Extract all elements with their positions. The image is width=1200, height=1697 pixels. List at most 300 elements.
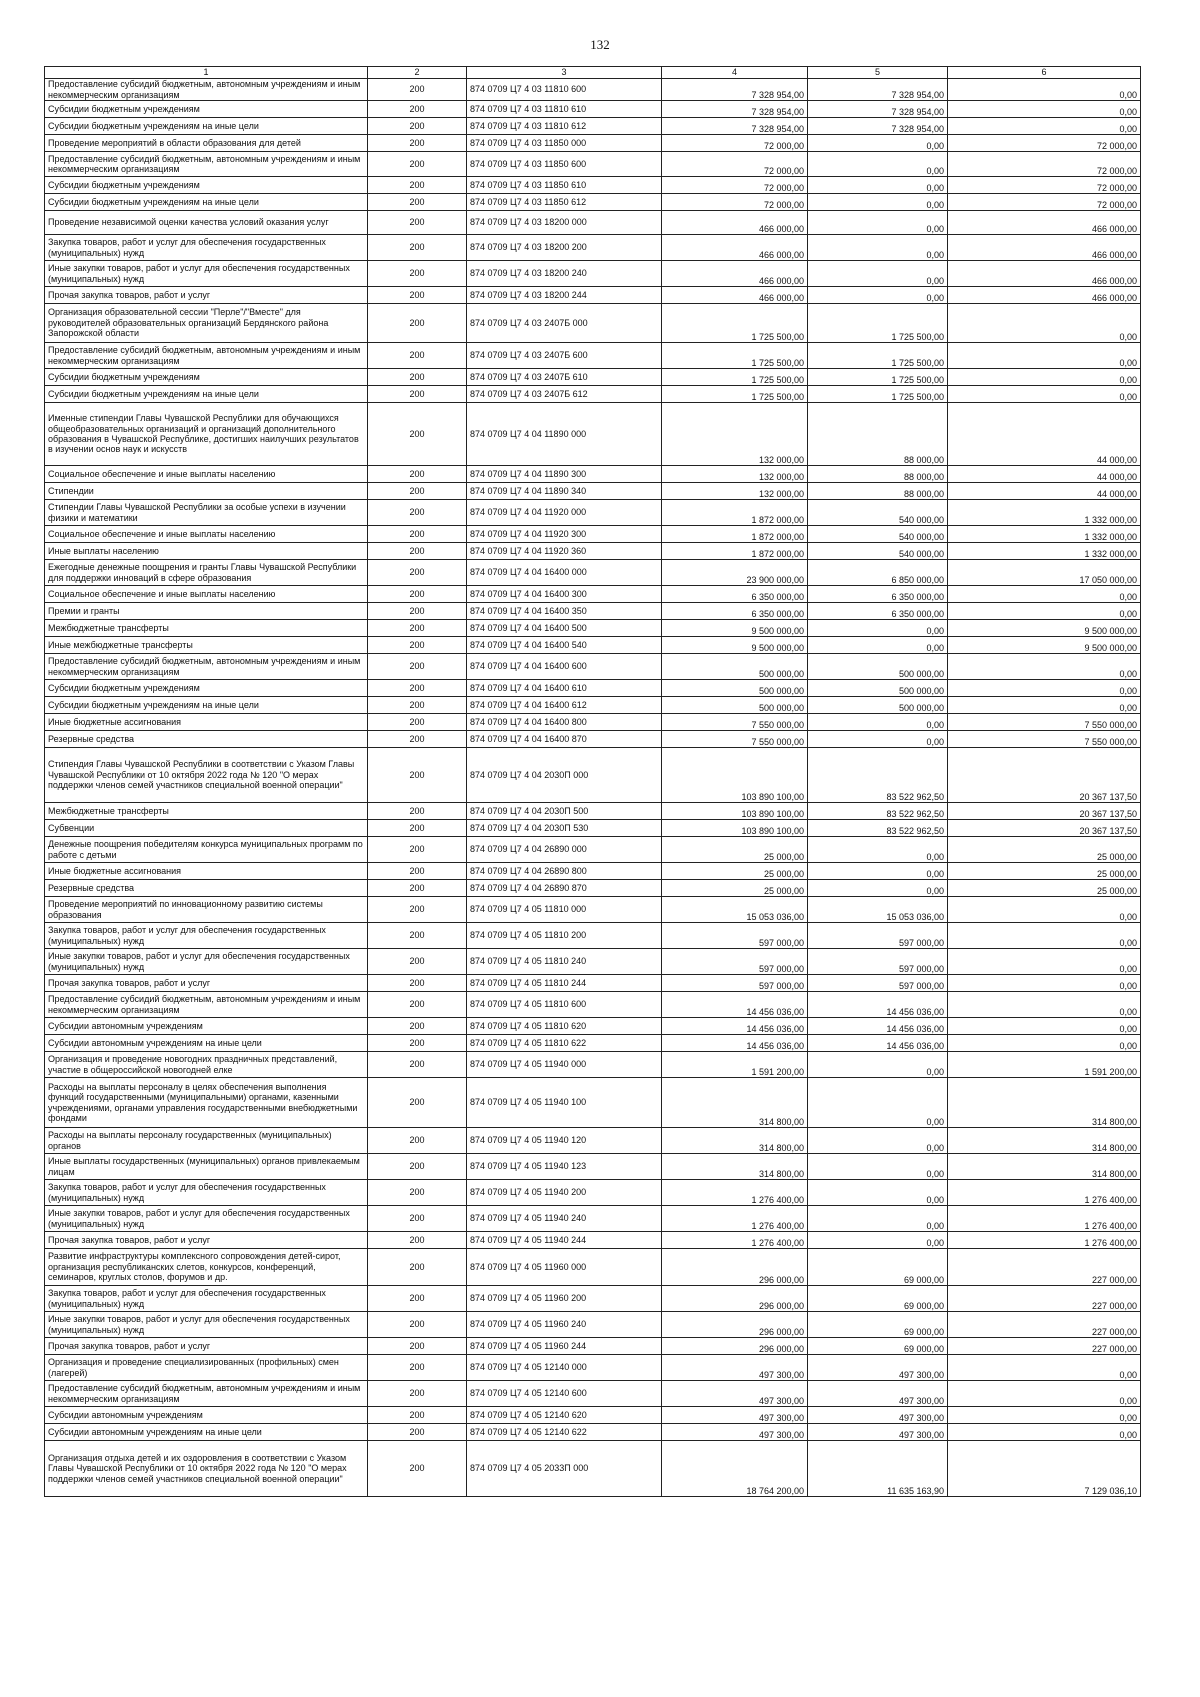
row-col4-text: 597 000,00: [758, 980, 804, 991]
row-kbk-text: 874 0709 Ц7 4 03 11810 600: [470, 84, 587, 95]
row-name-cell: [45, 403, 368, 466]
row-code-text: 200: [409, 1362, 425, 1373]
row-col4-cell: [662, 135, 808, 152]
row-col5-text: 1 725 500,00: [891, 391, 944, 402]
row-name-cell: [45, 369, 368, 386]
row-kbk-text: 874 0709 Ц7 4 03 2407Б 610: [470, 371, 588, 382]
row-code-text: 200: [409, 103, 425, 114]
row-name-text: Субсидии автономным учреждениям: [48, 1020, 203, 1031]
row-col4-cell: [662, 731, 808, 748]
row-col5-cell: [808, 152, 948, 177]
row-name-cell: [45, 837, 368, 863]
row-name-cell: [45, 1441, 368, 1497]
row-name-cell: [45, 897, 368, 923]
row-code-cell: [368, 261, 467, 287]
row-col4-text: 1 725 500,00: [751, 357, 804, 368]
row-code-text: 200: [409, 1409, 425, 1420]
table-row: [45, 1381, 1141, 1407]
table-row: [45, 637, 1141, 654]
row-code-cell: [368, 820, 467, 837]
row-code-text: 200: [409, 716, 425, 727]
row-col5-text: 0,00: [926, 851, 944, 862]
row-kbk-text: 874 0709 Ц7 4 03 18200 200: [470, 242, 587, 253]
row-name-cell: [45, 211, 368, 235]
row-col5-cell: [808, 1052, 948, 1078]
row-kbk-cell: [467, 1424, 662, 1441]
row-name-text: Организация отдыха детей и их оздоровления в соответствии с Указом Главы Чувашской Республики от 10 октября 2022 года № 120 "О мерах поддержки членов семей участников специальной военной операции": [48, 1452, 347, 1484]
row-name-cell: [45, 261, 368, 287]
row-col4-cell: [662, 637, 808, 654]
row-col6-text: 20 367 137,50: [1079, 808, 1137, 819]
row-code-text: 200: [409, 196, 425, 207]
row-col6-cell: [948, 880, 1141, 897]
row-col4-cell: [662, 680, 808, 697]
row-code-text: 200: [409, 639, 425, 650]
row-code-text: 200: [409, 350, 425, 361]
row-code-cell: [368, 697, 467, 714]
row-kbk-text: 874 0709 Ц7 4 04 16400 540: [470, 639, 587, 650]
row-col6-cell: [948, 1355, 1141, 1381]
row-col6-cell: [948, 403, 1141, 466]
row-kbk-cell: [467, 863, 662, 880]
row-kbk-text: 874 0709 Ц7 4 05 12140 000: [470, 1362, 587, 1373]
row-kbk-cell: [467, 992, 662, 1018]
row-col6-cell: [948, 1078, 1141, 1128]
row-col4-cell: [662, 880, 808, 897]
row-code-cell: [368, 1424, 467, 1441]
row-kbk-cell: [467, 731, 662, 748]
row-kbk-cell: [467, 1180, 662, 1206]
row-name-text: Иные закупки товаров, работ и услуг для обеспечения государственных (муниципальных) нужд: [48, 1314, 350, 1335]
row-name-text: Субсидии бюджетным учреждениям: [48, 682, 200, 693]
row-name-cell: [45, 680, 368, 697]
table-row: [45, 1035, 1141, 1052]
row-kbk-cell: [467, 586, 662, 603]
row-col6-text: 44 000,00: [1096, 454, 1137, 465]
row-col6-text: 0,00: [1119, 374, 1137, 385]
row-kbk-text: 874 0709 Ц7 4 04 16400 000: [470, 567, 587, 578]
row-col5-text: 497 300,00: [898, 1429, 944, 1440]
row-kbk-text: 874 0709 Ц7 4 04 2030П 530: [470, 822, 589, 833]
row-name-text: Иные межбюджетные трансферты: [48, 639, 193, 650]
row-col5-text: 0,00: [926, 223, 944, 234]
row-name-cell: [45, 1154, 368, 1180]
row-code-cell: [368, 1206, 467, 1232]
row-name-text: Прочая закупка товаров, работ и услуг: [48, 977, 211, 988]
row-col6-cell: [948, 949, 1141, 975]
row-col5-cell: [808, 135, 948, 152]
row-name-text: Организация образовательной сессии "Перле"/"Вместе" для руководителей образовательных организаций Бердянского района Запорожской области: [48, 307, 329, 339]
row-kbk-text: 874 0709 Ц7 4 05 11810 600: [470, 999, 587, 1010]
row-col5-text: 1 725 500,00: [891, 331, 944, 342]
row-name-text: Субсидии автономным учреждениям: [48, 1409, 203, 1420]
table-row: [45, 731, 1141, 748]
row-name-text: Организация и проведение новогодних праздничных представлений, участие в общероссийской новогодней елке: [48, 1054, 338, 1075]
row-col5-cell: [808, 1424, 948, 1441]
table-row: [45, 79, 1141, 101]
row-kbk-text: 874 0709 Ц7 4 04 16400 500: [470, 622, 587, 633]
row-name-cell: [45, 880, 368, 897]
row-code-text: 200: [409, 882, 425, 893]
row-kbk-text: 874 0709 Ц7 4 03 2407Б 000: [470, 317, 588, 328]
row-kbk-text: 874 0709 Ц7 4 03 18200 000: [470, 217, 587, 228]
row-name-text: Проведение мероприятий по инновационному развитию системы образования: [48, 899, 323, 920]
row-col4-cell: [662, 79, 808, 101]
row-name-cell: [45, 483, 368, 500]
row-code-cell: [368, 101, 467, 118]
row-col4-text: 9 500 000,00: [751, 625, 804, 636]
row-name-cell: [45, 543, 368, 560]
row-col4-text: 1 276 400,00: [751, 1237, 804, 1248]
row-col6-cell: [948, 1206, 1141, 1232]
row-name-cell: [45, 620, 368, 637]
row-name-text: Развитие инфраструктуры комплексного сопровождения детей-сирот, организация республиканских слетов, конкурсов, конференций, семинаров, круглых столов, форумов и др.: [48, 1251, 341, 1283]
row-col4-cell: [662, 1052, 808, 1078]
row-col5-cell: [808, 837, 948, 863]
row-col4-cell: [662, 1407, 808, 1424]
row-col4-text: 25 000,00: [763, 851, 804, 862]
row-col4-text: 9 500 000,00: [751, 642, 804, 653]
row-col6-cell: [948, 620, 1141, 637]
row-col4-cell: [662, 466, 808, 483]
row-name-cell: [45, 386, 368, 403]
row-code-text: 200: [409, 179, 425, 190]
row-name-text: Резервные средства: [48, 733, 135, 744]
table-row: [45, 586, 1141, 603]
row-code-cell: [368, 654, 467, 680]
row-kbk-text: 874 0709 Ц7 4 04 26890 870: [470, 882, 587, 893]
row-code-cell: [368, 637, 467, 654]
row-kbk-cell: [467, 560, 662, 586]
row-col5-cell: [808, 403, 948, 466]
table-row: [45, 343, 1141, 369]
row-col6-text: 7 550 000,00: [1084, 719, 1137, 730]
row-col5-text: 83 522 962,50: [886, 791, 944, 802]
row-name-cell: [45, 803, 368, 820]
row-col5-cell: [808, 731, 948, 748]
row-name-text: Закупка товаров, работ и услуг для обеспечения государственных (муниципальных) нужд: [48, 1288, 326, 1309]
row-col4-cell: [662, 603, 808, 620]
row-col5-cell: [808, 1381, 948, 1407]
row-col5-text: 1 725 500,00: [891, 357, 944, 368]
row-code-text: 200: [409, 1261, 425, 1272]
row-col6-cell: [948, 923, 1141, 949]
table-row: [45, 748, 1141, 803]
row-col5-cell: [808, 287, 948, 304]
row-col6-text: 1 276 400,00: [1084, 1194, 1137, 1205]
row-name-cell: [45, 1338, 368, 1355]
row-code-text: 200: [409, 977, 425, 988]
row-col5-text: 540 000,00: [898, 531, 944, 542]
table-row: [45, 261, 1141, 287]
row-col5-cell: [808, 1407, 948, 1424]
row-code-cell: [368, 386, 467, 403]
table-row: [45, 1441, 1141, 1497]
row-col4-cell: [662, 526, 808, 543]
row-col4-text: 7 328 954,00: [751, 106, 804, 117]
row-code-text: 200: [409, 1340, 425, 1351]
row-col6-text: 466 000,00: [1091, 223, 1137, 234]
row-kbk-cell: [467, 79, 662, 101]
row-kbk-cell: [467, 403, 662, 466]
row-col5-text: 500 000,00: [898, 685, 944, 696]
row-col6-cell: [948, 1128, 1141, 1154]
row-col5-cell: [808, 1338, 948, 1355]
row-col4-text: 466 000,00: [758, 275, 804, 286]
row-col5-cell: [808, 714, 948, 731]
row-col6-text: 25 000,00: [1096, 868, 1137, 879]
row-name-text: Субсидии автономным учреждениям на иные цели: [48, 1426, 262, 1437]
row-col5-cell: [808, 603, 948, 620]
row-name-cell: [45, 560, 368, 586]
row-name-cell: [45, 975, 368, 992]
row-code-cell: [368, 731, 467, 748]
row-col6-cell: [948, 101, 1141, 118]
row-col5-cell: [808, 949, 948, 975]
row-name-cell: [45, 1424, 368, 1441]
row-col5-cell: [808, 586, 948, 603]
row-kbk-cell: [467, 261, 662, 287]
row-col4-text: 1 725 500,00: [751, 331, 804, 342]
row-col5-cell: [808, 1355, 948, 1381]
row-kbk-cell: [467, 1381, 662, 1407]
row-kbk-text: 874 0709 Ц7 4 03 11850 612: [470, 196, 587, 207]
row-col4-cell: [662, 101, 808, 118]
row-kbk-text: 874 0709 Ц7 4 04 2030П 000: [470, 769, 589, 780]
table-row: [45, 1286, 1141, 1312]
row-kbk-cell: [467, 1078, 662, 1128]
row-col4-cell: [662, 369, 808, 386]
row-col6-cell: [948, 483, 1141, 500]
row-col4-text: 14 456 036,00: [746, 1040, 804, 1051]
table-row: [45, 897, 1141, 923]
row-col4-cell: [662, 1338, 808, 1355]
row-col6-text: 0,00: [1119, 608, 1137, 619]
table-row: [45, 992, 1141, 1018]
row-col5-cell: [808, 483, 948, 500]
row-col6-text: 25 000,00: [1096, 851, 1137, 862]
row-name-text: Закупка товаров, работ и услуг для обеспечения государственных (муниципальных) нужд: [48, 1182, 326, 1203]
row-col5-text: 0,00: [926, 249, 944, 260]
row-col4-cell: [662, 1018, 808, 1035]
row-col4-text: 25 000,00: [763, 868, 804, 879]
row-col5-text: 0,00: [926, 625, 944, 636]
row-col4-text: 103 890 100,00: [741, 825, 804, 836]
row-col5-text: 6 350 000,00: [891, 608, 944, 619]
row-kbk-text: 874 0709 Ц7 4 05 11940 240: [470, 1213, 587, 1224]
row-col5-text: 497 300,00: [898, 1369, 944, 1380]
row-col6-cell: [948, 637, 1141, 654]
row-kbk-cell: [467, 483, 662, 500]
row-code-cell: [368, 177, 467, 194]
row-col5-cell: [808, 1128, 948, 1154]
row-col6-text: 466 000,00: [1091, 249, 1137, 260]
row-kbk-cell: [467, 949, 662, 975]
row-kbk-cell: [467, 211, 662, 235]
table-row: [45, 177, 1141, 194]
row-col5-text: 497 300,00: [898, 1412, 944, 1423]
row-col6-cell: [948, 343, 1141, 369]
row-col4-cell: [662, 211, 808, 235]
row-name-cell: [45, 949, 368, 975]
row-code-cell: [368, 211, 467, 235]
row-name-text: Субсидии бюджетным учреждениям: [48, 103, 200, 114]
row-col6-cell: [948, 992, 1141, 1018]
row-col4-cell: [662, 820, 808, 837]
row-code-cell: [368, 603, 467, 620]
row-kbk-cell: [467, 975, 662, 992]
row-col4-cell: [662, 697, 808, 714]
row-kbk-text: 874 0709 Ц7 4 03 2407Б 612: [470, 388, 588, 399]
row-col4-cell: [662, 177, 808, 194]
row-code-text: 200: [409, 428, 425, 439]
row-kbk-text: 874 0709 Ц7 4 05 11960 200: [470, 1293, 587, 1304]
row-col4-text: 466 000,00: [758, 292, 804, 303]
row-col6-cell: [948, 1035, 1141, 1052]
row-col6-cell: [948, 304, 1141, 343]
row-name-text: Субсидии бюджетным учреждениям: [48, 179, 200, 190]
row-col4-cell: [662, 1078, 808, 1128]
row-col4-text: 1 872 000,00: [751, 514, 804, 525]
row-col4-text: 7 550 000,00: [751, 736, 804, 747]
table-row: [45, 118, 1141, 135]
row-col4-text: 132 000,00: [758, 471, 804, 482]
row-code-text: 200: [409, 1388, 425, 1399]
row-col6-cell: [948, 79, 1141, 101]
row-col4-cell: [662, 386, 808, 403]
row-name-cell: [45, 466, 368, 483]
row-col6-cell: [948, 560, 1141, 586]
row-name-cell: [45, 1312, 368, 1338]
row-col5-text: 0,00: [926, 642, 944, 653]
row-col4-text: 466 000,00: [758, 249, 804, 260]
row-kbk-text: 874 0709 Ц7 4 05 11810 244: [470, 977, 587, 988]
row-col5-text: 88 000,00: [903, 471, 944, 482]
row-col4-cell: [662, 1128, 808, 1154]
row-name-cell: [45, 1249, 368, 1286]
row-col6-text: 227 000,00: [1091, 1343, 1137, 1354]
row-code-text: 200: [409, 468, 425, 479]
table-row: [45, 820, 1141, 837]
row-col5-cell: [808, 620, 948, 637]
row-name-text: Проведение независимой оценки качества условий оказания услуг: [48, 217, 329, 228]
table-row: [45, 1206, 1141, 1232]
table-row: [45, 1338, 1141, 1355]
row-col6-text: 1 332 000,00: [1084, 514, 1137, 525]
table-row: [45, 1355, 1141, 1381]
row-col5-text: 7 328 954,00: [891, 123, 944, 134]
row-code-cell: [368, 949, 467, 975]
row-col6-text: 0,00: [1119, 1369, 1137, 1380]
row-col4-text: 466 000,00: [758, 223, 804, 234]
row-name-text: Иные закупки товаров, работ и услуг для обеспечения государственных (муниципальных) нужд: [48, 1208, 350, 1229]
row-code-text: 200: [409, 137, 425, 148]
row-code-text: 200: [409, 567, 425, 578]
row-col4-text: 72 000,00: [763, 182, 804, 193]
row-kbk-cell: [467, 118, 662, 135]
row-code-text: 200: [409, 242, 425, 253]
table-row: [45, 152, 1141, 177]
row-kbk-text: 874 0709 Ц7 4 04 11920 300: [470, 528, 587, 539]
row-col5-text: 0,00: [926, 719, 944, 730]
row-name-cell: [45, 1180, 368, 1206]
table-row: [45, 101, 1141, 118]
row-kbk-cell: [467, 1035, 662, 1052]
row-col4-text: 1 872 000,00: [751, 531, 804, 542]
row-col6-cell: [948, 287, 1141, 304]
row-code-cell: [368, 466, 467, 483]
row-col4-cell: [662, 235, 808, 261]
row-col5-cell: [808, 211, 948, 235]
row-col6-cell: [948, 1338, 1141, 1355]
row-col4-text: 7 328 954,00: [751, 89, 804, 100]
row-col6-cell: [948, 1407, 1141, 1424]
row-code-cell: [368, 135, 467, 152]
row-col5-cell: [808, 680, 948, 697]
row-col4-text: 7 328 954,00: [751, 123, 804, 134]
row-col6-cell: [948, 386, 1141, 403]
row-col5-text: 0,00: [926, 1066, 944, 1077]
row-name-text: Прочая закупка товаров, работ и услуг: [48, 1234, 211, 1245]
table-row: [45, 1249, 1141, 1286]
table-body: [45, 79, 1141, 1497]
table-row: [45, 837, 1141, 863]
row-col5-cell: [808, 863, 948, 880]
row-col6-text: 1 276 400,00: [1084, 1237, 1137, 1248]
row-code-cell: [368, 1355, 467, 1381]
row-col4-cell: [662, 620, 808, 637]
row-col5-cell: [808, 975, 948, 992]
row-col6-cell: [948, 897, 1141, 923]
row-col6-text: 0,00: [1119, 1040, 1137, 1051]
table-row: [45, 1424, 1141, 1441]
row-col4-text: 296 000,00: [758, 1343, 804, 1354]
row-col4-text: 497 300,00: [758, 1412, 804, 1423]
row-name-cell: [45, 343, 368, 369]
row-col5-text: 6 850 000,00: [891, 574, 944, 585]
table-row: [45, 560, 1141, 586]
row-kbk-text: 874 0709 Ц7 4 05 11940 100: [470, 1097, 587, 1108]
row-kbk-text: 874 0709 Ц7 4 03 11810 612: [470, 120, 587, 131]
row-col5-text: 83 522 962,50: [886, 808, 944, 819]
row-col5-text: 0,00: [926, 199, 944, 210]
row-kbk-text: 874 0709 Ц7 4 05 2033П 000: [470, 1463, 589, 1474]
row-col6-cell: [948, 466, 1141, 483]
row-col4-text: 18 764 200,00: [746, 1485, 804, 1496]
row-col5-cell: [808, 560, 948, 586]
row-kbk-cell: [467, 697, 662, 714]
row-col5-text: 7 328 954,00: [891, 89, 944, 100]
row-col4-cell: [662, 992, 808, 1018]
row-name-text: Иные бюджетные ассигнования: [48, 716, 182, 727]
row-code-cell: [368, 803, 467, 820]
row-col5-cell: [808, 1232, 948, 1249]
row-kbk-text: 874 0709 Ц7 4 04 11890 300: [470, 468, 587, 479]
row-code-text: 200: [409, 999, 425, 1010]
row-code-text: 200: [409, 1293, 425, 1304]
row-col6-text: 0,00: [1119, 1429, 1137, 1440]
table-row: [45, 1018, 1141, 1035]
table-row: [45, 697, 1141, 714]
row-code-cell: [368, 748, 467, 803]
row-kbk-cell: [467, 386, 662, 403]
table-row: [45, 1154, 1141, 1180]
row-kbk-cell: [467, 837, 662, 863]
row-col4-cell: [662, 923, 808, 949]
row-col6-text: 0,00: [1119, 963, 1137, 974]
row-col6-cell: [948, 1286, 1141, 1312]
row-kbk-text: 874 0709 Ц7 4 04 11890 000: [470, 428, 587, 439]
